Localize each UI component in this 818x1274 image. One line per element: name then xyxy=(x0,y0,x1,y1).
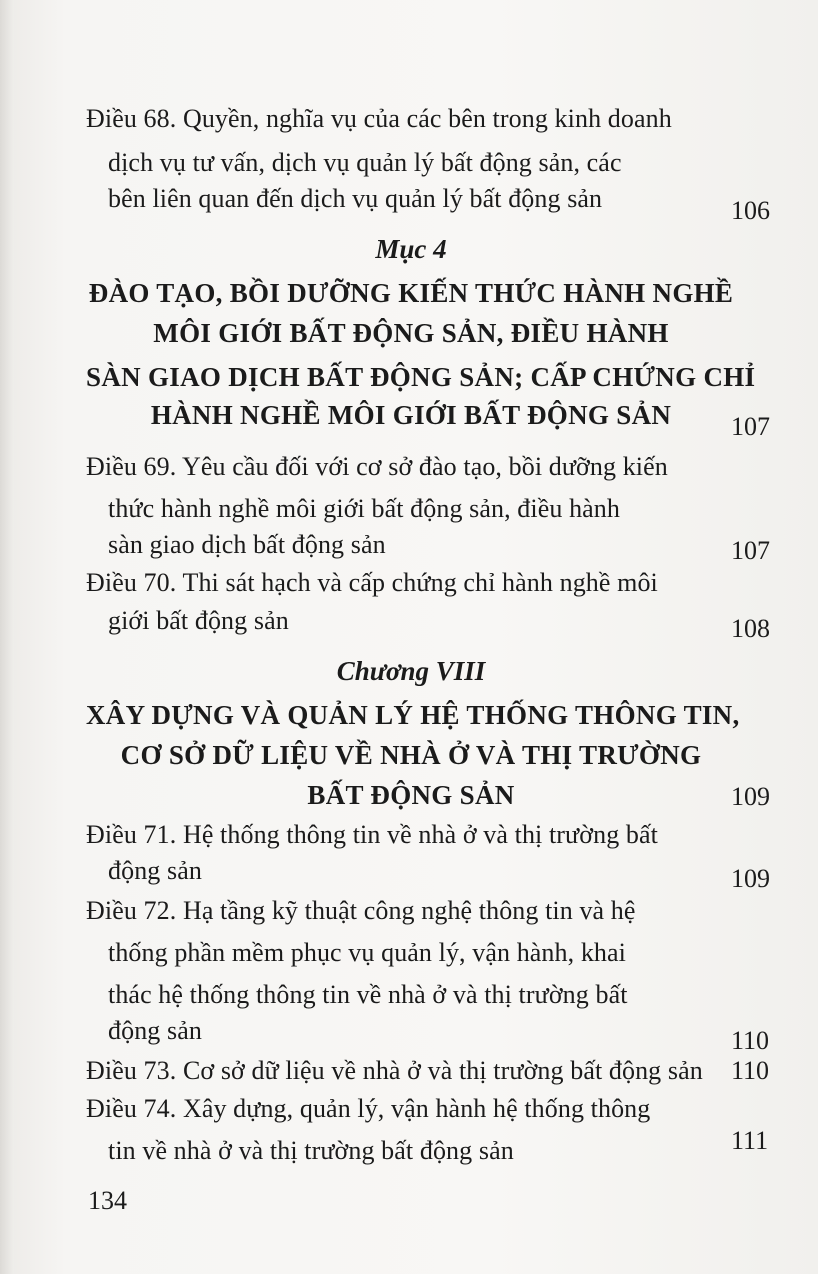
chapter-label: Chương VIII xyxy=(336,656,486,686)
section-page: 107 xyxy=(731,412,770,441)
page-edge xyxy=(0,0,14,1274)
toc-entry-69-line-2: thức hành nghề môi giới bất động sản, điều hành xyxy=(108,494,621,523)
toc-entry-68-line-3: bên liên quan đến dịch vụ quản lý bất động sản xyxy=(108,184,603,213)
toc-entry-70-line-2: giới bất động sản xyxy=(108,606,289,635)
toc-entry-74-line-2: tin về nhà ở và thị trường bất động sản xyxy=(108,1136,514,1165)
toc-entry-72-page: 110 xyxy=(731,1026,770,1055)
section-title-line-1: ĐÀO TẠO, BỒI DƯỠNG KIẾN THỨC HÀNH NGHỀ xyxy=(88,278,734,308)
toc-entry-72-line-3: thác hệ thống thông tin về nhà ở và thị trường bất xyxy=(108,980,628,1009)
toc-entry-72-line-1: Điều 72. Hạ tầng kỹ thuật công nghệ thông tin và hệ xyxy=(86,896,636,925)
page-number: 134 xyxy=(88,1186,127,1215)
toc-entry-69-line-3: sàn giao dịch bất động sản xyxy=(108,530,386,559)
toc-entry-72-line-4: động sản xyxy=(108,1016,202,1045)
toc-entry-71-page: 109 xyxy=(731,864,770,893)
section-title-line-3: SÀN GIAO DỊCH BẤT ĐỘNG SẢN; CẤP CHỨNG CHỈ xyxy=(86,362,756,392)
toc-entry-70-line-1: Điều 70. Thi sát hạch và cấp chứng chỉ hành nghề môi xyxy=(86,568,658,597)
chapter-page: 109 xyxy=(731,782,770,811)
toc-entry-69-page: 107 xyxy=(731,536,770,565)
toc-entry-70-page: 108 xyxy=(731,614,770,643)
toc-entry-68-line-2: dịch vụ tư vấn, dịch vụ quản lý bất động sản, các xyxy=(108,148,622,177)
toc-entry-74-line-1: Điều 74. Xây dựng, quản lý, vận hành hệ thống thông xyxy=(86,1094,651,1123)
toc-entry-73-page: 110 xyxy=(731,1056,770,1085)
section-label: Mục 4 xyxy=(375,234,447,264)
section-title-line-2: MÔI GIỚI BẤT ĐỘNG SẢN, ĐIỀU HÀNH xyxy=(153,318,669,348)
toc-entry-73-line-1: Điều 73. Cơ sở dữ liệu về nhà ở và thị trường bất động sản xyxy=(86,1056,703,1085)
chapter-title-line-1: XÂY DỰNG VÀ QUẢN LÝ HỆ THỐNG THÔNG TIN, xyxy=(86,700,740,730)
toc-entry-71-line-1: Điều 71. Hệ thống thông tin về nhà ở và thị trường bất xyxy=(86,820,658,849)
chapter-title-line-2: CƠ SỞ DỮ LIỆU VỀ NHÀ Ở VÀ THỊ TRƯỜNG xyxy=(120,740,702,770)
section-title-line-4: HÀNH NGHỀ MÔI GIỚI BẤT ĐỘNG SẢN xyxy=(150,400,672,430)
toc-entry-74-page: 111 xyxy=(731,1126,769,1155)
toc-entry-69-line-1: Điều 69. Yêu cầu đối với cơ sở đào tạo, bồi dưỡng kiến xyxy=(86,452,668,481)
toc-entry-71-line-2: động sản xyxy=(108,856,202,885)
chapter-title-line-3: BẤT ĐỘNG SẢN xyxy=(307,780,515,810)
toc-entry-68-line-1: Điều 68. Quyền, nghĩa vụ của các bên trong kinh doanh xyxy=(86,104,672,133)
toc-entry-68-page: 106 xyxy=(731,196,770,225)
toc-entry-72-line-2: thống phần mềm phục vụ quản lý, vận hành, khai xyxy=(108,938,626,967)
